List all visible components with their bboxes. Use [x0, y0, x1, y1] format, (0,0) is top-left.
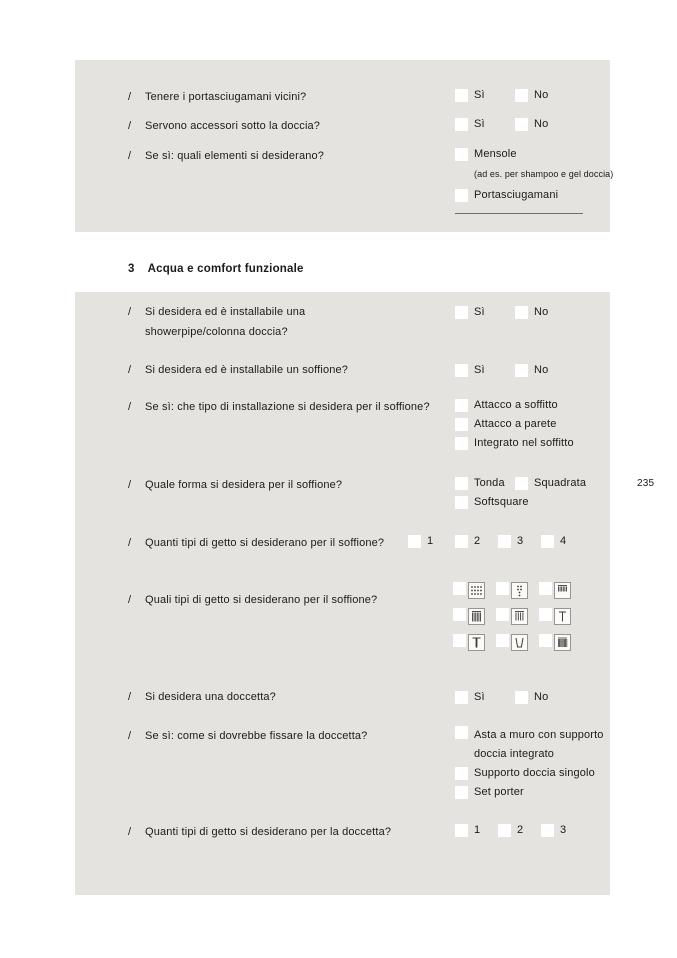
option-label: Portasciugamani: [474, 189, 559, 201]
question-text: Si desidera una doccetta?: [145, 691, 276, 703]
question-marker: /: [128, 364, 132, 376]
option-label: No: [534, 306, 549, 318]
checkbox[interactable]: [498, 824, 511, 837]
question-text: Quanti tipi di getto si desiderano per la doccetta?: [145, 826, 392, 838]
water-comfort-question-box: [75, 292, 610, 895]
section-number: 3: [128, 263, 135, 275]
mix-spray-icon: [554, 634, 571, 651]
question-text: Quali tipi di getto si desiderano per il soffione?: [145, 594, 378, 606]
question-marker: /: [128, 479, 132, 491]
question-text: Si desidera ed è installabile un soffione?: [145, 364, 349, 376]
checkbox[interactable]: [453, 608, 466, 621]
checkbox[interactable]: [515, 89, 528, 102]
option-2: [455, 533, 480, 549]
option-portasciugamani: [455, 187, 558, 203]
option-label: 3: [517, 535, 524, 547]
option-label: Attacco a soffitto: [474, 399, 558, 411]
checkbox[interactable]: [515, 306, 528, 319]
spray-option: [453, 608, 496, 634]
question-marker: /: [128, 150, 132, 162]
spray-option: [496, 582, 539, 608]
option-no: [515, 304, 548, 320]
rain-air-spray-icon: [468, 608, 485, 625]
option-no: [515, 87, 548, 103]
massage-spray-icon: [468, 634, 485, 651]
checkbox[interactable]: [455, 535, 468, 548]
checkbox[interactable]: [455, 89, 468, 102]
checkbox[interactable]: [496, 634, 509, 647]
option-label: Mensole: [474, 148, 517, 160]
wide-rain-spray-icon: [468, 582, 485, 599]
question: [128, 822, 443, 842]
option-label: 1: [474, 824, 481, 836]
option-integrato-soffitto: [455, 435, 574, 451]
option-label: Tonda: [474, 477, 505, 489]
option-label: Sì: [474, 691, 485, 703]
question: [128, 397, 443, 417]
option-2: [498, 822, 523, 838]
checkbox[interactable]: [455, 306, 468, 319]
question-text: Tenere i portasciugamani vicini?: [145, 91, 307, 103]
option-1: [408, 533, 433, 549]
accessories-question-box: [75, 60, 614, 232]
question-text: Quale forma si desidera per il soffione?: [145, 479, 343, 491]
option-yes: [455, 689, 485, 705]
write-in-line[interactable]: [455, 213, 583, 214]
spray-option: [539, 608, 582, 634]
option-label: Supporto doccia singolo: [474, 767, 595, 779]
option-no: [515, 116, 548, 132]
question-text-line1: Si desidera ed è installabile una: [145, 306, 306, 318]
section-title: Acqua e comfort funzionale: [147, 263, 304, 275]
checkbox[interactable]: [455, 496, 468, 509]
checkbox[interactable]: [541, 535, 554, 548]
question-marker: /: [128, 91, 132, 103]
option-label: No: [534, 364, 549, 376]
checkbox[interactable]: [455, 189, 468, 202]
option-label: Attacco a parete: [474, 418, 557, 430]
whirl-spray-icon: [511, 634, 528, 651]
checkbox[interactable]: [455, 364, 468, 377]
question-marker: /: [128, 594, 132, 606]
checkbox[interactable]: [455, 824, 468, 837]
option-3: [541, 822, 566, 838]
option-label: 4: [560, 535, 567, 547]
checkbox[interactable]: [539, 608, 552, 621]
option-yes: [455, 304, 485, 320]
option-1: [455, 822, 480, 838]
checkbox[interactable]: [515, 477, 528, 490]
option-no: [515, 362, 548, 378]
option-yes: [455, 362, 485, 378]
spray-type-grid: [453, 582, 582, 660]
option-4: [541, 533, 566, 549]
mono-spray-icon: [511, 582, 528, 599]
question: [128, 360, 443, 380]
checkbox[interactable]: [455, 418, 468, 431]
question-text-line2: showerpipe/colonna doccia?: [145, 326, 288, 338]
option-attacco-soffitto: [455, 397, 558, 413]
checkbox[interactable]: [539, 634, 552, 647]
question-marker: /: [128, 826, 132, 838]
checkbox[interactable]: [453, 634, 466, 647]
question-text: Se sì: quali elementi si desiderano?: [145, 150, 325, 162]
question: [128, 726, 443, 746]
option-label: Set porter: [474, 786, 524, 798]
question: [128, 533, 398, 553]
option-label: 1: [427, 535, 434, 547]
option-set-porter: [455, 784, 524, 800]
option-label: No: [534, 118, 549, 130]
option-label: Integrato nel soffitto: [474, 437, 574, 449]
jet-stream-spray-icon: [554, 608, 571, 625]
intense-rain-spray-icon: [554, 582, 571, 599]
checkbox[interactable]: [455, 399, 468, 412]
section-heading: [128, 263, 304, 275]
option-label: Squadrata: [534, 477, 587, 489]
option-softsquare: [455, 494, 529, 510]
option-label: 3: [560, 824, 567, 836]
spray-option: [496, 608, 539, 634]
option-label: No: [534, 691, 549, 703]
spray-option: [453, 634, 496, 660]
option-label: Softsquare: [474, 496, 529, 508]
question-marker: /: [128, 306, 132, 318]
spray-option: [496, 634, 539, 660]
question-marker: /: [128, 120, 132, 132]
question: [128, 116, 443, 136]
checkbox[interactable]: [455, 767, 468, 780]
option-yes: [455, 87, 485, 103]
spray-option: [453, 582, 496, 608]
option-label: No: [534, 89, 549, 101]
checkbox[interactable]: [455, 477, 468, 490]
option-label: 2: [517, 824, 524, 836]
option-mensole: [455, 146, 517, 162]
question-marker: /: [128, 537, 132, 549]
option-label: 2: [474, 535, 481, 547]
checkbox[interactable]: [455, 148, 468, 161]
question-marker: /: [128, 401, 132, 413]
checkbox[interactable]: [541, 824, 554, 837]
option-supporto-singolo: [455, 765, 595, 781]
question: [128, 146, 443, 166]
question-text: Se sì: che tipo di installazione si desidera per il soffione?: [145, 401, 430, 413]
checkbox[interactable]: [539, 582, 552, 595]
question: [128, 590, 443, 610]
checkbox[interactable]: [498, 535, 511, 548]
spray-option: [539, 634, 582, 660]
option-squadrata: [515, 475, 586, 491]
checkbox[interactable]: [515, 364, 528, 377]
question: [128, 87, 443, 107]
checkbox[interactable]: [515, 118, 528, 131]
checkbox[interactable]: [455, 786, 468, 799]
checkbox[interactable]: [496, 608, 509, 621]
option-3: [498, 533, 523, 549]
checkbox[interactable]: [408, 535, 421, 548]
checkbox[interactable]: [455, 118, 468, 131]
question-marker: /: [128, 730, 132, 742]
checkbox[interactable]: [496, 582, 509, 595]
checkbox[interactable]: [515, 691, 528, 704]
question: [128, 687, 443, 707]
checkbox[interactable]: [455, 437, 468, 450]
option-tonda: [455, 475, 505, 491]
option-label: Sì: [474, 364, 485, 376]
question-marker: /: [128, 691, 132, 703]
question-text: Servono accessori sotto la doccia?: [145, 120, 321, 132]
soft-rain-spray-icon: [511, 608, 528, 625]
question: [128, 475, 443, 495]
spray-option: [539, 582, 582, 608]
option-label: Sì: [474, 306, 485, 318]
checkbox[interactable]: [455, 691, 468, 704]
option-yes: [455, 116, 485, 132]
option-label: Sì: [474, 118, 485, 130]
checkbox[interactable]: [455, 726, 468, 739]
option-attacco-parete: [455, 416, 557, 432]
option-note: (ad es. per shampoo e gel doccia): [474, 169, 614, 179]
option-no: [515, 689, 548, 705]
option-asta-a-muro: [455, 726, 616, 764]
question: [128, 302, 443, 342]
checkbox[interactable]: [453, 582, 466, 595]
option-label: Sì: [474, 89, 485, 101]
page-number: 235: [637, 478, 655, 489]
question-text: Se sì: come si dovrebbe fissare la doccetta?: [145, 730, 368, 742]
option-label: Asta a muro con supporto doccia integrato: [474, 729, 604, 760]
question-text: Quanti tipi di getto si desiderano per il soffione?: [145, 537, 385, 549]
